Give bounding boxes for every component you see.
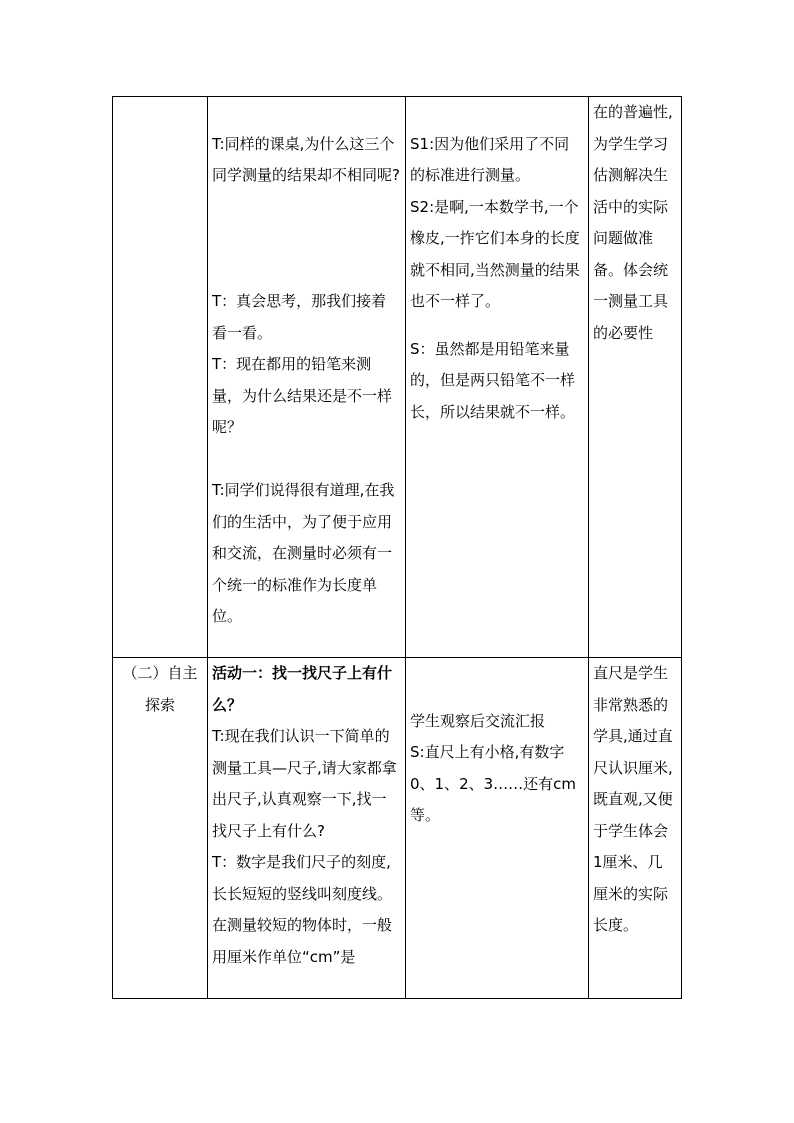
teacher-line: T：真会思考，那我们接着看一看。 — [212, 292, 387, 342]
intent-text: 直尺是学生非常熟悉的学具,通过直尺认识厘米,既直观,又便于学生体会1厘米、几厘米的实际长度。 — [593, 664, 673, 934]
teacher-line: T:同学们说得很有道理,在我们的生活中，为了便于应用和交流，在测量时必须有一个统一的标准作为长度单位。 — [212, 481, 395, 625]
intent-text: 在的普遍性,为学生学习估测解决生活中的实际问题做准备。体会统一测量工具的必要性 — [593, 103, 673, 342]
student-line: S1:因为他们采用了不同的标准进行测量。 — [410, 134, 570, 184]
student-activity-cell — [406, 97, 589, 658]
student-line: 学生观察后交流汇报 — [410, 711, 546, 730]
teacher-activity-cell — [208, 658, 406, 999]
table-row — [113, 658, 682, 999]
table-row — [113, 97, 682, 658]
teacher-line: T:同样的课桌,为什么这三个同学测量的结果却不相同呢? — [212, 134, 400, 184]
teacher-activity-cell — [208, 97, 406, 658]
design-intent-cell — [589, 658, 682, 999]
teacher-line: T:现在我们认识一下简单的测量工具—尺子,请大家都拿出尺子,认真观察一下,找一找尺子上有什么? — [212, 727, 397, 840]
student-line: S:直尺上有小格,有数字 0、1、2、3……还有cm等。 — [410, 743, 577, 824]
stage-cell — [113, 658, 208, 999]
student-line: S2:是啊,一本数学书,一个橡皮,一拃它们本身的长度就不相同,当然测量的结果也不一样了。 — [410, 197, 580, 310]
teacher-line: T：现在都用的铅笔来测量，为什么结果还是不一样呢？ — [212, 355, 393, 436]
lesson-plan-table — [112, 96, 682, 999]
stage-cell-empty — [113, 97, 208, 658]
student-activity-cell — [406, 658, 589, 999]
design-intent-cell — [589, 97, 682, 658]
stage-label: （二）自主探索 — [122, 664, 198, 714]
activity-heading: 活动一：找一找尺子上有什么？ — [212, 664, 393, 714]
student-line: S：虽然都是用铅笔来量的，但是两只铅笔不一样长，所以结果就不一样。 — [410, 339, 576, 421]
teacher-line: T：数字是我们尺子的刻度,长长短短的竖线叫刻度线。在测量较短的物体时，一般用厘米作单位“cm”是 — [212, 853, 393, 966]
